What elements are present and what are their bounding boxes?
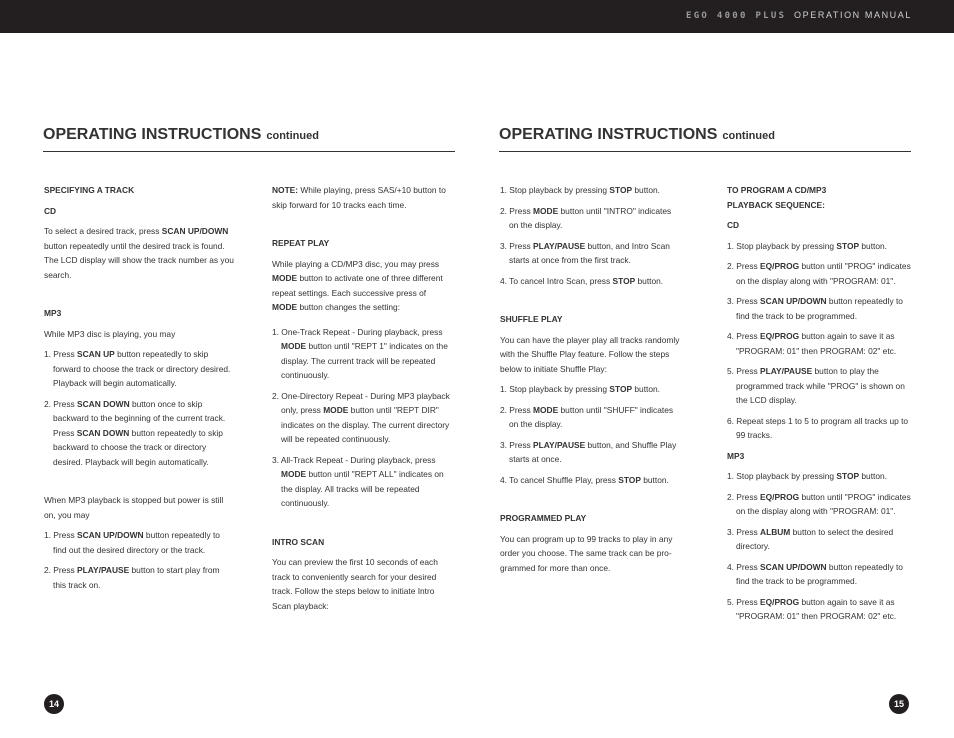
cd-paragraph: To select a desired track, press SCAN UP/DOWN button repeatedly until the desired track is found. The LCD display will show the track number as you search. <box>44 226 234 280</box>
heading-continued: continued <box>266 130 319 142</box>
list-item: 1. Stop playback by pressing STOP button. <box>500 384 661 394</box>
subsection-mp3: MP3 <box>727 450 745 461</box>
list-item: 5. Press PLAY/PAUSE button to play the programmed track while "PROG" is shown on the LCD display. <box>727 366 905 405</box>
list-item: 6. Repeat steps 1 to 5 to program all tracks up to 99 tracks. <box>727 415 909 440</box>
right-page-heading <box>499 126 775 144</box>
list-item: 1. Press SCAN UP button repeatedly to skip forward to choose the track or directory desired. Playback will begin automatically. <box>44 349 231 388</box>
list-item: 2. Press EQ/PROG button until "PROG" indicates on the display along with "PROGRAM: 01". <box>727 491 911 516</box>
section-title-program-1: TO PROGRAM A CD/MP3 <box>727 185 827 195</box>
left-column-2 <box>272 183 450 613</box>
repeat-paragraph: While playing a CD/MP3 disc, you may press MODE button to activate one of three different repeat settings. Each successive press of MODE button changes the setting: <box>272 258 443 312</box>
subsection-cd: CD <box>727 220 740 230</box>
section-title-shuffle: SHUFFLE PLAY <box>500 314 563 324</box>
list-item: 4. To cancel Intro Scan, press STOP button. <box>500 275 664 286</box>
programmed-paragraph: You can program up to 99 tracks to play in any order you choose. The same track can be pro- grammed for more than once. <box>500 533 673 573</box>
section-title-program-2: PLAYBACK SEQUENCE: <box>727 199 825 210</box>
list-item: 1. Stop playback by pressing STOP button. <box>727 471 888 481</box>
list-item: 2. Press MODE button until "INTRO" indicates on the display. <box>500 205 672 230</box>
list-item: 3. Press PLAY/PAUSE button, and Intro Scan starts at once from the first track. <box>500 240 670 265</box>
manual-label: OPERATION MANUAL <box>794 10 912 20</box>
section-title-programmed: PROGRAMMED PLAY <box>500 513 587 523</box>
list-item: 3. Press ALBUM button to select the desired directory. <box>727 526 894 551</box>
subsection-mp3: MP3 <box>44 308 62 318</box>
section-title-intro: INTRO SCAN <box>272 536 325 547</box>
list-item: 2. Press PLAY/PAUSE button to start play from this track on. <box>44 565 220 590</box>
left-page-heading <box>43 126 319 144</box>
list-item: 3. Press PLAY/PAUSE button, and Shuffle Play starts at once. <box>500 439 677 464</box>
list-item: 2. Press EQ/PROG button until "PROG" indicates on the display along with "PROGRAM: 01". <box>727 261 911 286</box>
list-item: 2. Press SCAN DOWN button once to skip backward to the beginning of the current track. Press SCAN DOWN button repeatedly to skip backward to choose the track or directory desired. Playback will begin automatically. <box>44 398 226 467</box>
list-item: 1. Stop playback by pressing STOP button. <box>727 240 888 251</box>
list-item: 4. Press EQ/PROG button again to save it as "PROGRAM: 01" then PROGRAM: 02" etc. <box>727 331 897 356</box>
section-title-specifying: SPECIFYING A TRACK <box>44 185 135 195</box>
list-item: 4. Press SCAN UP/DOWN button repeatedly to find the track to be programmed. <box>727 561 903 586</box>
list-item: 5. Press EQ/PROG button again to save it as "PROGRAM: 01" then PROGRAM: 02" etc. <box>727 596 897 621</box>
right-heading-rule <box>499 151 911 152</box>
list-item: 1. Press SCAN UP/DOWN button repeatedly to find out the desired directory or the track. <box>44 530 220 555</box>
header-bar <box>0 0 954 33</box>
note-paragraph: NOTE: While playing, press SAS/+10 button to skip forward for 10 tracks each time. <box>272 185 446 210</box>
heading-continued: continued <box>722 130 775 142</box>
right-column-1 <box>500 183 680 575</box>
right-column-2 <box>727 183 911 624</box>
list-item: 1. Stop playback by pressing STOP button. <box>500 185 661 195</box>
list-item: 3. All-Track Repeat - During playback, press MODE button until "REPT ALL" indicates on the display. All tracks will be repeated continuously. <box>272 454 444 508</box>
stopped-paragraph: When MP3 playback is stopped but power is still on, you may <box>44 495 224 520</box>
heading-text: OPERATING INSTRUCTIONS <box>499 126 718 143</box>
list-item: 2. One-Directory Repeat - During MP3 playback only, press MODE button until "REPT DIR" indicates on the display. The current directory will be repeated continuously. <box>272 390 450 444</box>
list-item: 3. Press SCAN UP/DOWN button repeatedly to find the track to be programmed. <box>727 296 903 321</box>
section-title-repeat: REPEAT PLAY <box>272 238 330 248</box>
manual-title <box>686 10 912 21</box>
shuffle-paragraph: You can have the player play all tracks randomly with the Shuffle Play feature. Follow the steps below to initiate Shuffle Play: <box>500 334 680 374</box>
list-item: 1. One-Track Repeat - During playback, press MODE button until "REPT 1" indicates on the display. The current track will be repeated continuously. <box>272 326 448 380</box>
model-name: EGO 4000 PLUS <box>685 11 787 21</box>
intro-paragraph: You can preview the first 10 seconds of each track to conveniently search for your desired track. Follow the steps below to initiate Intro Scan playback: <box>272 557 438 611</box>
heading-text: OPERATING INSTRUCTIONS <box>43 126 262 143</box>
page-number-left: 14 <box>44 694 64 714</box>
list-item: 4. To cancel Shuffle Play, press STOP button. <box>500 474 669 485</box>
list-item: 2. Press MODE button until "SHUFF" indicates on the display. <box>500 404 674 429</box>
mp3-intro: While MP3 disc is playing, you may <box>44 328 176 339</box>
left-column-1 <box>44 183 234 592</box>
left-heading-rule <box>43 151 455 152</box>
page-number-right: 15 <box>889 694 909 714</box>
subsection-cd: CD <box>44 205 57 216</box>
